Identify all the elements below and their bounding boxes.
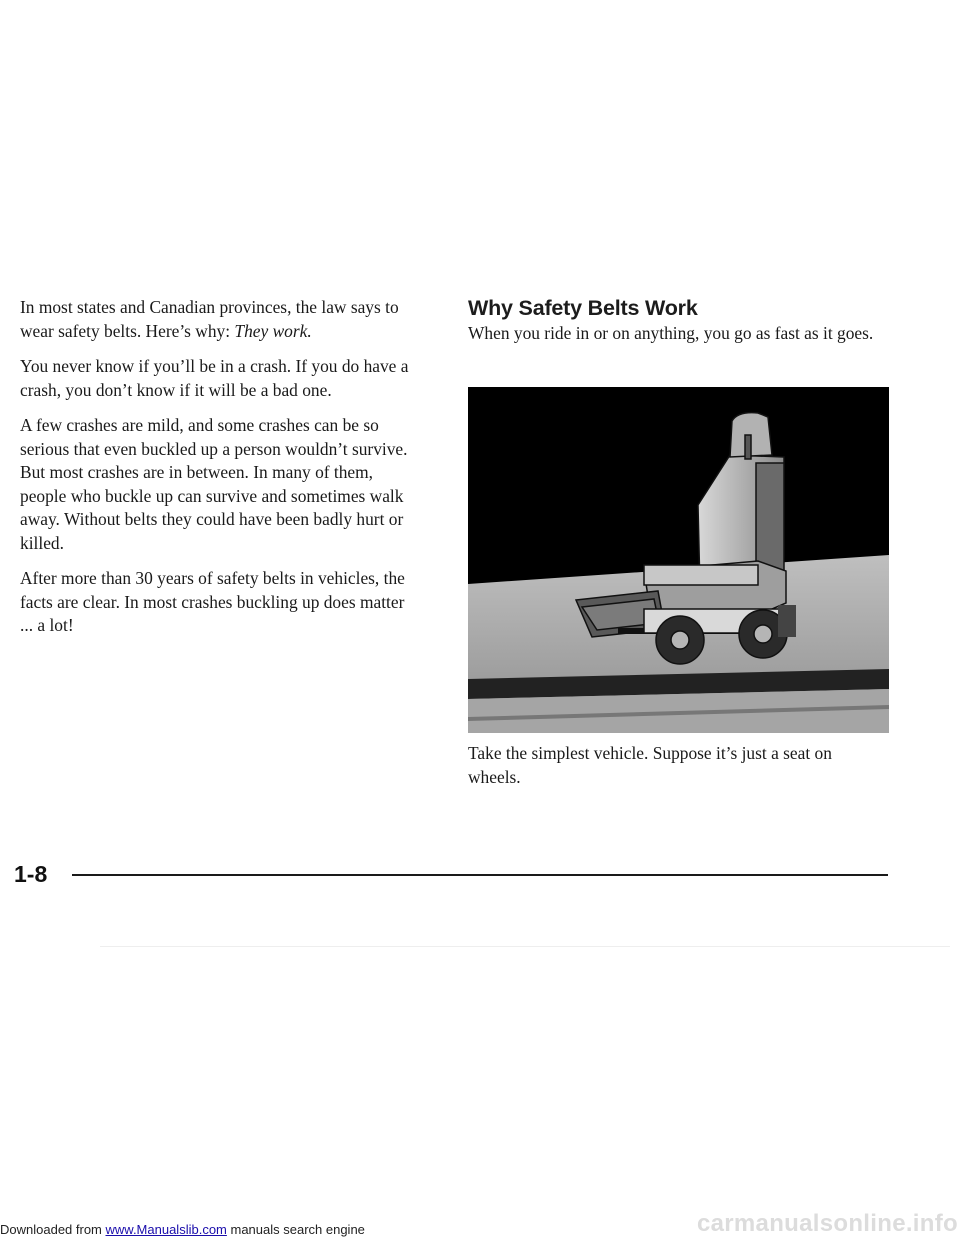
- site-watermark: carmanualsonline.info: [696, 1210, 958, 1237]
- paragraph-safety-law: In most states and Canadian provinces, the law says to wear safety belts. Here’s why: They work.: [20, 297, 399, 341]
- paragraph-facts: After more than 30 years of safety belts in vehicles, the facts are clear. In most crashes buckling up does matter ... a lot!: [20, 568, 405, 635]
- download-footer: Downloaded from www.Manualslib.com manuals search engine: [0, 1222, 365, 1237]
- right-column: [468, 322, 898, 358]
- paragraph-crash-severity: A few crashes are mild, and some crashes can be so serious that even buckled up a person wouldn’t survive. But most crashes are in between. In many of them, people who buckle up can survive and sometimes walk away. Without belts they could have been badly hurt or killed.: [20, 415, 408, 553]
- footer-rule: [72, 874, 888, 876]
- paragraph-ride-speed: When you ride in or on anything, you go as fast as it goes.: [468, 323, 874, 343]
- manualslib-link[interactable]: www.Manualslib.com: [105, 1222, 227, 1237]
- caption-block: [468, 742, 888, 801]
- section-heading: Why Safety Belts Work: [468, 296, 698, 320]
- seat-on-wheels-illustration: [468, 387, 889, 733]
- faint-divider: [100, 946, 950, 947]
- emphasis-they-work: They work.: [234, 320, 312, 341]
- paragraph-crash-unknown: You never know if you’ll be in a crash. If you do have a crash, you don’t know if it will be a bad one.: [20, 356, 409, 400]
- page-number: 1-8: [14, 861, 48, 887]
- illustration-caption: Take the simplest vehicle. Suppose it’s just a seat on wheels.: [468, 743, 832, 787]
- left-column: [20, 296, 415, 650]
